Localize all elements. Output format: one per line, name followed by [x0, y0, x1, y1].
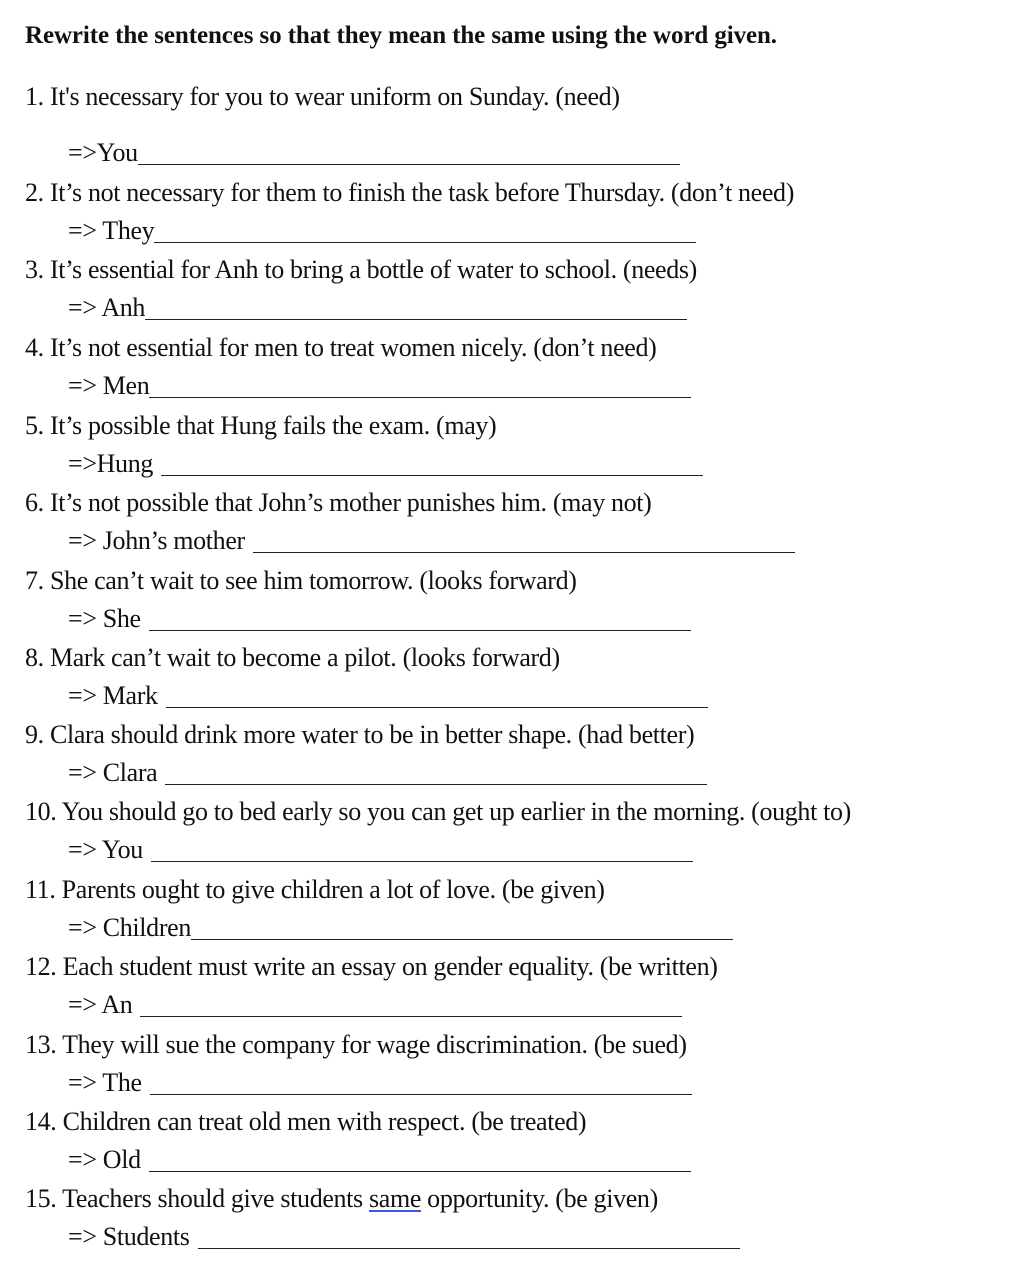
answer-blank[interactable] — [198, 1228, 740, 1249]
answer-prompt: => Old — [68, 1145, 141, 1174]
answer-blank[interactable] — [149, 377, 691, 398]
question-sentence: Clara should drink more water to be in better shape. (had better) — [49, 720, 695, 749]
answer-prompt: =>Hung — [68, 449, 154, 478]
answer-blank[interactable] — [150, 1074, 692, 1095]
answer-prompt: => Men — [68, 371, 150, 400]
answer-blank[interactable] — [253, 532, 795, 553]
question-sentence: It’s not possible that John’s mother punishes him. (may not) — [49, 488, 652, 517]
answer-prompt: => An — [68, 990, 133, 1019]
question-sentence: It’s not necessary for them to finish the task before Thursday. (don’t need) — [49, 178, 795, 207]
answer-line-15 — [68, 1222, 740, 1252]
question-13 — [25, 1030, 687, 1060]
answer-blank[interactable] — [149, 610, 691, 631]
question-number: 6. — [25, 488, 44, 517]
answer-blank[interactable] — [161, 455, 703, 476]
answer-prompt: => Mark — [68, 681, 158, 710]
question-sentence: Each student must write an essay on gender equality. (be written) — [62, 952, 718, 981]
answer-blank[interactable] — [166, 687, 708, 708]
answer-line-14 — [68, 1145, 691, 1175]
answer-line-11 — [68, 913, 733, 943]
question-sentence: You should go to bed early so you can get up earlier in the morning. (ought to) — [61, 797, 851, 826]
question-7 — [25, 566, 577, 596]
answer-line-12 — [68, 990, 682, 1020]
answer-prompt: => Anh — [68, 293, 146, 322]
answer-blank[interactable] — [154, 222, 696, 243]
question-number: 8. — [25, 643, 44, 672]
question-number: 15. — [25, 1184, 57, 1213]
answer-line-3 — [68, 293, 687, 323]
answer-line-1 — [68, 138, 680, 168]
question-number: 2. — [25, 178, 44, 207]
question-number: 11. — [25, 875, 56, 904]
question-sentence: It's necessary for you to wear uniform on Sunday. (need) — [49, 82, 620, 111]
spellcheck-underlined-word: same — [368, 1184, 422, 1213]
question-number: 14. — [25, 1107, 57, 1136]
question-sentence: Mark can’t wait to become a pilot. (looks forward) — [49, 643, 560, 672]
answer-blank[interactable] — [138, 144, 680, 165]
answer-blank[interactable] — [165, 764, 707, 785]
question-number: 10. — [25, 797, 57, 826]
question-1 — [25, 82, 620, 112]
question-11 — [25, 875, 605, 905]
question-number: 3. — [25, 255, 44, 284]
question-6 — [25, 488, 651, 518]
answer-line-8 — [68, 681, 708, 711]
answer-prompt: => John’s mother — [68, 526, 245, 555]
answer-blank[interactable] — [145, 299, 687, 320]
answer-line-7 — [68, 604, 691, 634]
question-15 — [25, 1184, 658, 1214]
answer-blank[interactable] — [191, 919, 733, 940]
question-9 — [25, 720, 694, 750]
answer-blank[interactable] — [149, 1151, 691, 1172]
question-sentence: It’s not essential for men to treat women nicely. (don’t need) — [49, 333, 657, 362]
answer-line-2 — [68, 216, 696, 246]
question-14 — [25, 1107, 586, 1137]
question-sentence-start: Teachers should give students — [62, 1184, 363, 1213]
answer-prompt: => Clara — [68, 758, 158, 787]
question-number: 5. — [25, 411, 44, 440]
answer-prompt: => The — [68, 1068, 142, 1097]
worksheet-title: Rewrite the sentences so that they mean the same using the word given. — [25, 22, 777, 49]
question-number: 7. — [25, 566, 44, 595]
answer-blank[interactable] — [151, 841, 693, 862]
question-number: 9. — [25, 720, 44, 749]
question-number: 13. — [25, 1030, 57, 1059]
answer-line-5 — [68, 449, 703, 479]
answer-prompt: => Students — [68, 1222, 190, 1251]
question-number: 1. — [25, 82, 44, 111]
question-3 — [25, 255, 697, 285]
answer-prompt: =>You — [68, 138, 138, 167]
question-8 — [25, 643, 560, 673]
question-sentence: Parents ought to give children a lot of love. (be given) — [61, 875, 605, 904]
question-sentence: It’s essential for Anh to bring a bottle of water to school. (needs) — [49, 255, 697, 284]
question-4 — [25, 333, 656, 363]
question-sentence: They will sue the company for wage discrimination. (be sued) — [62, 1030, 687, 1059]
question-12 — [25, 952, 718, 982]
question-number: 4. — [25, 333, 44, 362]
answer-prompt: => You — [68, 835, 143, 864]
answer-line-13 — [68, 1068, 692, 1098]
answer-line-4 — [68, 371, 691, 401]
question-sentence: She can’t wait to see him tomorrow. (looks forward) — [49, 566, 577, 595]
question-sentence: Children can treat old men with respect. (be treated) — [62, 1107, 587, 1136]
answer-line-10 — [68, 835, 693, 865]
question-10 — [25, 797, 851, 827]
answer-prompt: => Children — [68, 913, 191, 942]
question-2 — [25, 178, 794, 208]
answer-blank[interactable] — [140, 996, 682, 1017]
question-sentence: It’s possible that Hung fails the exam. (may) — [49, 411, 497, 440]
question-5 — [25, 411, 496, 441]
question-sentence-end: opportunity. (be given) — [427, 1184, 658, 1213]
answer-line-9 — [68, 758, 707, 788]
question-number: 12. — [25, 952, 57, 981]
answer-prompt: => She — [68, 604, 141, 633]
answer-line-6 — [68, 526, 795, 556]
answer-prompt: => They — [68, 216, 155, 245]
